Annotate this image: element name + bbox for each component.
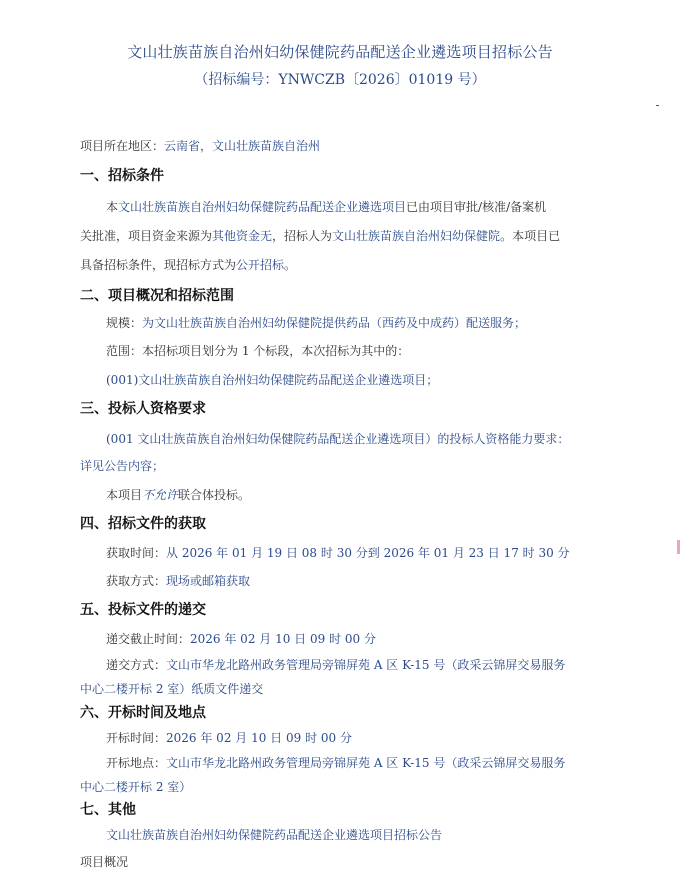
open-time-value: 2026 年 02 月 10 日 09 时 00 分 — [166, 731, 352, 745]
s1-text: ，招标人为 — [272, 229, 333, 243]
deadline-label: 递交截止时间： — [106, 632, 191, 646]
s1-text: 已由项目审批/核准/备案机 — [406, 200, 547, 214]
region-value: 云南省，文山壮族苗族自治州 — [164, 139, 321, 153]
s4-time — [106, 544, 570, 561]
document-title: 文山壮族苗族自治州妇幼保健院药品配送企业遴选项目招标公告 — [127, 43, 553, 61]
s7-other: 文山壮族苗族自治州妇幼保健院药品配送企业遴选项目招标公告 — [106, 828, 443, 842]
scale-value: 为文山壮族苗族自治州妇幼保健院提供药品（西药及中成药）配送服务； — [142, 316, 527, 330]
s3-text: 联合体投标。 — [178, 488, 251, 502]
open-time-label: 开标时间： — [106, 731, 167, 745]
s1-line-2 — [80, 227, 560, 244]
s6-place — [106, 754, 565, 771]
section-4-heading: 四、招标文件的获取 — [80, 516, 206, 532]
section-5-heading: 五、投标文件的递交 — [80, 602, 206, 618]
s1-text: 。本项目已 — [500, 229, 561, 243]
s3-not-allowed: 不允许 — [142, 488, 179, 502]
s1-line-3 — [80, 256, 296, 273]
bid-number: （招标编号：YNWCZB〔2026〕01019 号） — [194, 72, 486, 88]
open-place-value: 文山市华龙北路州政务管理局旁锦屏苑 A 区 K-15 号（政采云锦屏交易服务 — [166, 756, 566, 770]
s1-project-name: 文山壮族苗族自治州妇幼保健院药品配送企业遴选项目 — [118, 200, 407, 214]
s1-text: 具备招标条件，现招标方式为 — [80, 258, 237, 272]
s3-qualification: (001 文山壮族苗族自治州妇幼保健院药品配送企业遴选项目）的投标人资格能力要求： — [106, 432, 570, 446]
scale-label: 规模： — [106, 316, 143, 330]
region-label: 项目所在地区： — [80, 139, 165, 153]
s6-place-cont: 中心二楼开标 2 室） — [80, 780, 192, 794]
section-1-heading: 一、招标条件 — [80, 168, 164, 184]
s4-method — [106, 572, 250, 589]
s1-text: 。 — [284, 258, 297, 272]
s3-text: 本项目 — [106, 488, 143, 502]
method-label: 获取方式： — [106, 574, 167, 588]
time-value: 从 2026 年 01 月 19 日 08 时 30 分到 2026 年 01 月 23 日 17 时 30 分 — [166, 546, 570, 560]
s2-scale — [106, 314, 526, 331]
section-2-heading: 二、项目概况和招标范围 — [80, 288, 234, 304]
s1-line-1 — [106, 198, 546, 215]
s1-text: 关批准，项目资金来源为 — [80, 229, 213, 243]
s7-overview: 项目概况 — [80, 855, 129, 869]
s2-range: 范围：本招标项目划分为 1 个标段，本次招标为其中的： — [106, 344, 410, 358]
s3-joint — [106, 486, 250, 503]
way-value: 文山市华龙北路州政务管理局旁锦屏苑 A 区 K-15 号（政采云锦屏交易服务 — [166, 658, 566, 672]
method-value: 现场或邮箱获取 — [166, 574, 251, 588]
s5-deadline — [106, 630, 376, 647]
section-6-heading: 六、开标时间及地点 — [80, 705, 206, 721]
s1-fund-source: 其他资金无 — [212, 229, 273, 243]
time-label: 获取时间： — [106, 546, 167, 560]
section-7-heading: 七、其他 — [80, 802, 136, 818]
s5-way-cont: 中心二楼开标 2 室）纸质文件递交 — [80, 682, 264, 696]
s2-lot: (001)文山壮族苗族自治州妇幼保健院药品配送企业遴选项目； — [106, 373, 439, 387]
open-place-label: 开标地点： — [106, 756, 167, 770]
way-label: 递交方式： — [106, 658, 167, 672]
region-line — [80, 137, 320, 154]
s6-time — [106, 729, 352, 746]
s3-see-notice: 详见公告内容； — [80, 459, 165, 473]
s1-text: 本 — [106, 200, 119, 214]
deadline-value: 2026 年 02 月 10 日 09 时 00 分 — [190, 632, 376, 646]
s1-tenderer: 文山壮族苗族自治州妇幼保健院 — [332, 229, 501, 243]
s5-way — [106, 656, 565, 673]
s1-method: 公开招标 — [236, 258, 285, 272]
section-3-heading: 三、投标人资格要求 — [80, 401, 206, 417]
margin-mark — [656, 105, 659, 106]
